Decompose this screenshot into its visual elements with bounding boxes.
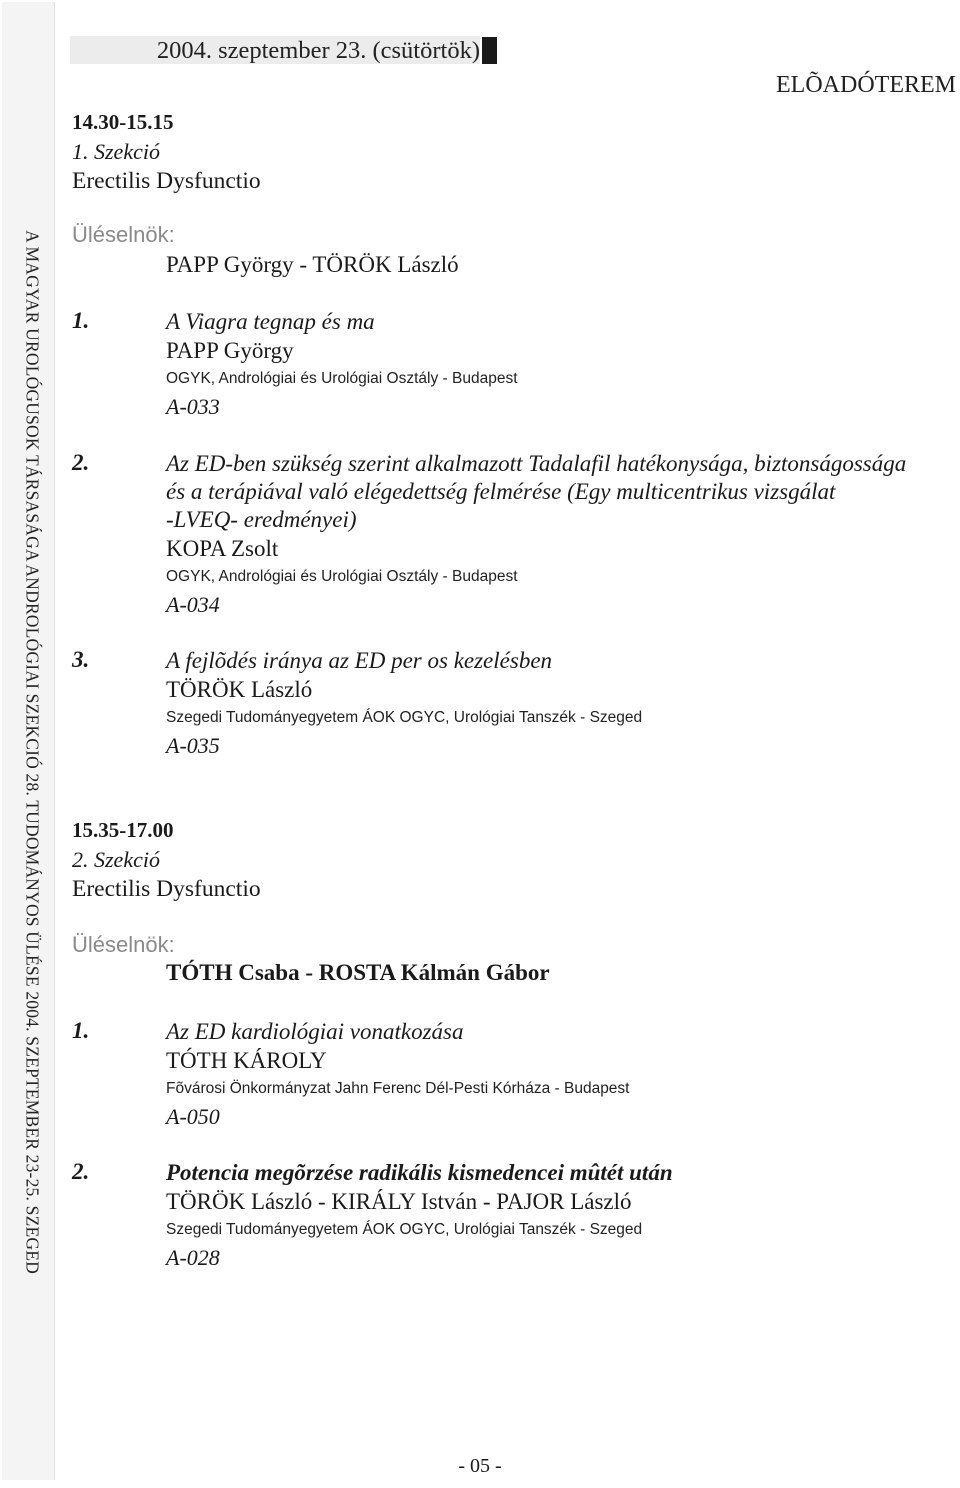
talk-title: Az ED kardiológiai vonatkozása [166, 1019, 464, 1044]
chairs-label: Üléselnök: [72, 932, 175, 957]
talk-authors: KOPA Zsolt [166, 536, 279, 561]
talk-affiliation: OGYK, Andrológiai és Urológiai Osztály - Budapest [166, 568, 518, 585]
talk-item [72, 1159, 952, 1273]
sidebar-band [2, 2, 55, 1480]
talk-affiliation: Fõvárosi Önkormányzat Jahn Ferenc Dél-Pesti Kórháza - Budapest [166, 1080, 630, 1097]
talk-title: Potencia megõrzése radikális kismedencei mûtét után [166, 1160, 673, 1185]
session-number: 2. Szekció [72, 847, 160, 872]
room-label: ELÕADÓTEREM [776, 72, 956, 98]
page-number: - 05 - [458, 1455, 502, 1477]
conference-title-vertical: A MAGYAR UROLÓGUSOK TÁRSASÁGA ANDROLÓGIAI SZEKCIÓ 28. TUDOMÁNYOS ÜLÉSE 2004. SZEPTEMBER 23-25. SZEGED [22, 230, 43, 1274]
talk-authors: TÓTH KÁROLY [166, 1048, 327, 1073]
talk-number: 2. [72, 1159, 90, 1184]
talk-code: A-050 [166, 1104, 220, 1129]
session-topic: Erectilis Dysfunctio [72, 876, 261, 902]
talk-affiliation: Szegedi Tudományegyetem ÁOK OGYC, Urológiai Tanszék - Szeged [166, 1221, 643, 1238]
session-2-header [72, 818, 261, 903]
chairs-label: Üléselnök: [72, 222, 175, 247]
talk-number: 1. [72, 308, 90, 333]
talk-code: A-034 [166, 592, 220, 617]
talk-item [72, 647, 952, 761]
talk-number: 2. [72, 450, 90, 475]
talk-title: A fejlõdés iránya az ED per os kezelésben [166, 648, 553, 673]
session-number: 1. Szekció [72, 139, 160, 164]
talk-authors: TÖRÖK László [166, 677, 313, 702]
date-marker [482, 37, 497, 64]
talk-code: A-035 [166, 733, 220, 758]
session-topic: Erectilis Dysfunctio [72, 168, 261, 194]
talk-affiliation: Szegedi Tudományegyetem ÁOK OGYC, Urológiai Tanszék - Szeged [166, 709, 643, 726]
talk-code: A-028 [166, 1245, 220, 1270]
talk-authors: PAPP György [166, 338, 294, 363]
talk-number: 1. [72, 1018, 90, 1043]
session-chairs: PAPP György - TÖRÖK László [166, 252, 459, 277]
date-text: 2004. szeptember 23. (csütörtök) [156, 37, 480, 64]
talk-title-line: és a terápiával való elégedettség felmérése (Egy multicentrikus vizsgálat [166, 479, 836, 504]
session-time: 15.35-17.00 [72, 818, 174, 842]
talk-item [72, 450, 952, 620]
date-header [70, 36, 480, 64]
session-1-header [72, 110, 261, 195]
session-chairs: TÓTH Csaba - ROSTA Kálmán Gábor [166, 960, 550, 985]
talk-title-line: -LVEQ- eredményei) [166, 507, 357, 532]
talk-number: 3. [72, 647, 90, 672]
talk-item [72, 1018, 952, 1132]
talk-item [72, 308, 952, 422]
talk-authors: TÖRÖK László - KIRÁLY István - PAJOR László [166, 1189, 632, 1214]
talk-code: A-033 [166, 394, 220, 419]
talk-title: A Viagra tegnap és ma [166, 309, 375, 334]
talk-affiliation: OGYK, Andrológiai és Urológiai Osztály - Budapest [166, 370, 518, 387]
session-time: 14.30-15.15 [72, 110, 174, 134]
talk-title-line: Az ED-ben szükség szerint alkalmazott Tadalafil hatékonysága, biztonságossága [166, 451, 907, 476]
